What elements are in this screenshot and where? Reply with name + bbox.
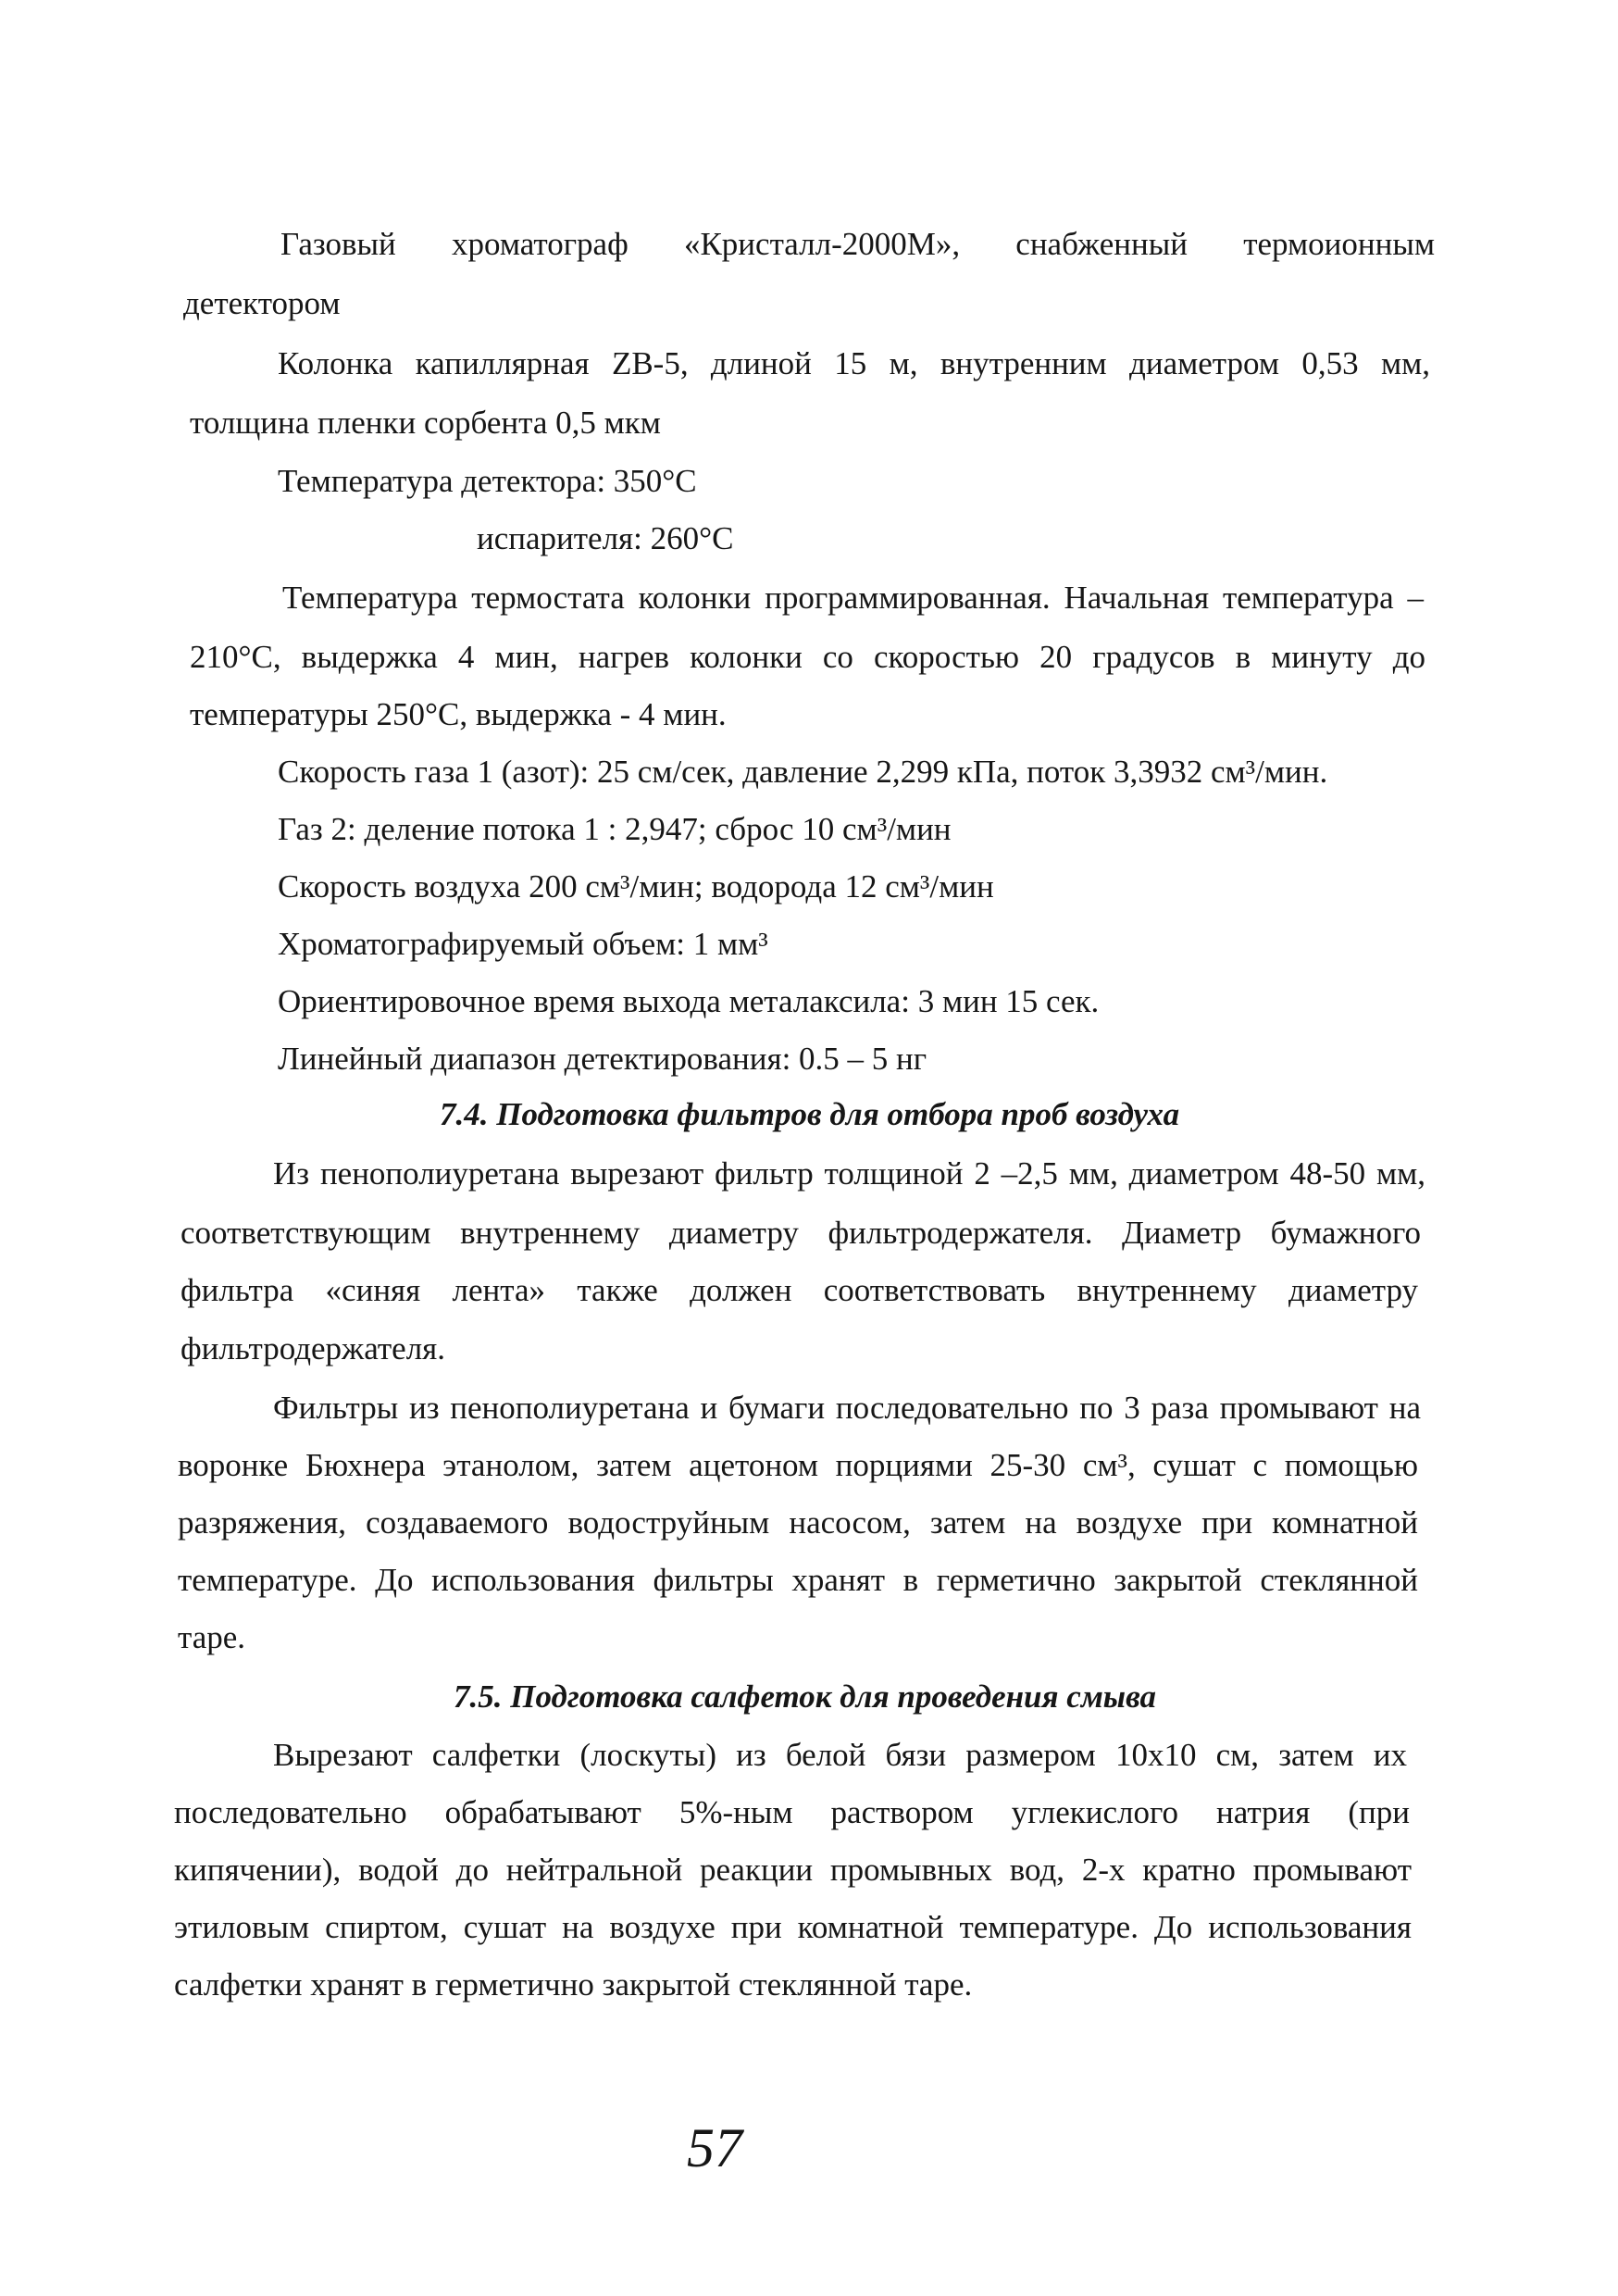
section-7-4-p1-line-2: соответствующим внутреннему диаметру фильтродержателя. Диаметр бумажного [180, 1215, 1421, 1251]
column-line-1: Колонка капиллярная ZB-5, длиной 15 м, внутренним диаметром 0,53 мм, [278, 345, 1430, 381]
section-7-5-p1-line-1: Вырезают салфетки (лоскуты) из белой бязи размером 10х10 см, затем их [273, 1737, 1407, 1773]
section-7-5-heading: 7.5. Подготовка салфеток для проведения смыва [454, 1678, 1156, 1715]
section-7-4-p2-line-1: Фильтры из пенополиуретана и бумаги последовательно по 3 раза промывают на [273, 1390, 1421, 1426]
gas2-line: Газ 2: деление потока 1 : 2,947; сброс 10 см³/мин [278, 811, 952, 847]
volume-line: Хроматографируемый объем: 1 мм³ [278, 926, 768, 962]
air-line: Скорость воздуха 200 см³/мин; водорода 12 см³/мин [278, 868, 994, 905]
detector-temperature: Температура детектора: 350°С [278, 463, 697, 499]
section-7-4-p1-line-4: фильтродержателя. [180, 1330, 446, 1366]
program-line-2: 210°С, выдержка 4 мин, нагрев колонки со скоростью 20 градусов в минуту до [190, 639, 1425, 675]
section-7-4-p2-line-3: разряжения, создаваемого водоструйным насосом, затем на воздухе при комнатной [178, 1504, 1418, 1541]
program-line-1: Температура термостата колонки программированная. Начальная температура – [282, 580, 1424, 616]
page-number: 57 [687, 2117, 742, 2178]
chromatograph-line-2: детектором [183, 285, 341, 321]
section-7-4-p2-line-4: температуре. До использования фильтры хранят в герметично закрытой стеклянной [178, 1562, 1418, 1598]
section-7-5-p1-line-2: последовательно обрабатывают 5%-ным раствором углекислого натрия (при [174, 1794, 1410, 1830]
program-line-3: температуры 250°С, выдержка - 4 мин. [190, 696, 727, 732]
section-7-4-p1-line-1: Из пенополиуретана вырезают фильтр толщиной 2 –2,5 мм, диаметром 48-50 мм, [273, 1155, 1425, 1192]
retention-line: Ориентировочное время выхода металаксила: 3 мин 15 сек. [278, 983, 1100, 1019]
column-line-2: толщина пленки сорбента 0,5 мкм [190, 405, 661, 441]
evaporator-temperature: испарителя: 260°С [477, 520, 734, 556]
section-7-4-heading: 7.4. Подготовка фильтров для отбора проб воздуха [440, 1096, 1180, 1132]
section-7-4-p2-line-5: таре. [178, 1619, 246, 1655]
gas1-line: Скорость газа 1 (азот): 25 см/сек, давление 2,299 кПа, поток 3,3932 см³/мин. [278, 754, 1328, 790]
range-line: Линейный диапазон детектирования: 0.5 – 5 нг [278, 1041, 927, 1077]
section-7-5-p1-line-4: этиловым спиртом, сушат на воздухе при комнатной температуре. До использования [174, 1909, 1412, 1945]
section-7-5-p1-line-3: кипячении), водой до нейтральной реакции промывных вод, 2-х кратно промывают [174, 1852, 1412, 1888]
section-7-4-p1-line-3: фильтра «синяя лента» также должен соответствовать внутреннему диаметру [180, 1272, 1418, 1308]
section-7-5-p1-line-5: салфетки хранят в герметично закрытой стеклянной таре. [174, 1966, 973, 2003]
chromatograph-line-1: Газовый хроматограф «Кристалл-2000М», снабженный термоионным [280, 226, 1435, 262]
section-7-4-p2-line-2: воронке Бюхнера этанолом, затем ацетоном порциями 25-30 см³, сушат с помощью [178, 1447, 1418, 1483]
